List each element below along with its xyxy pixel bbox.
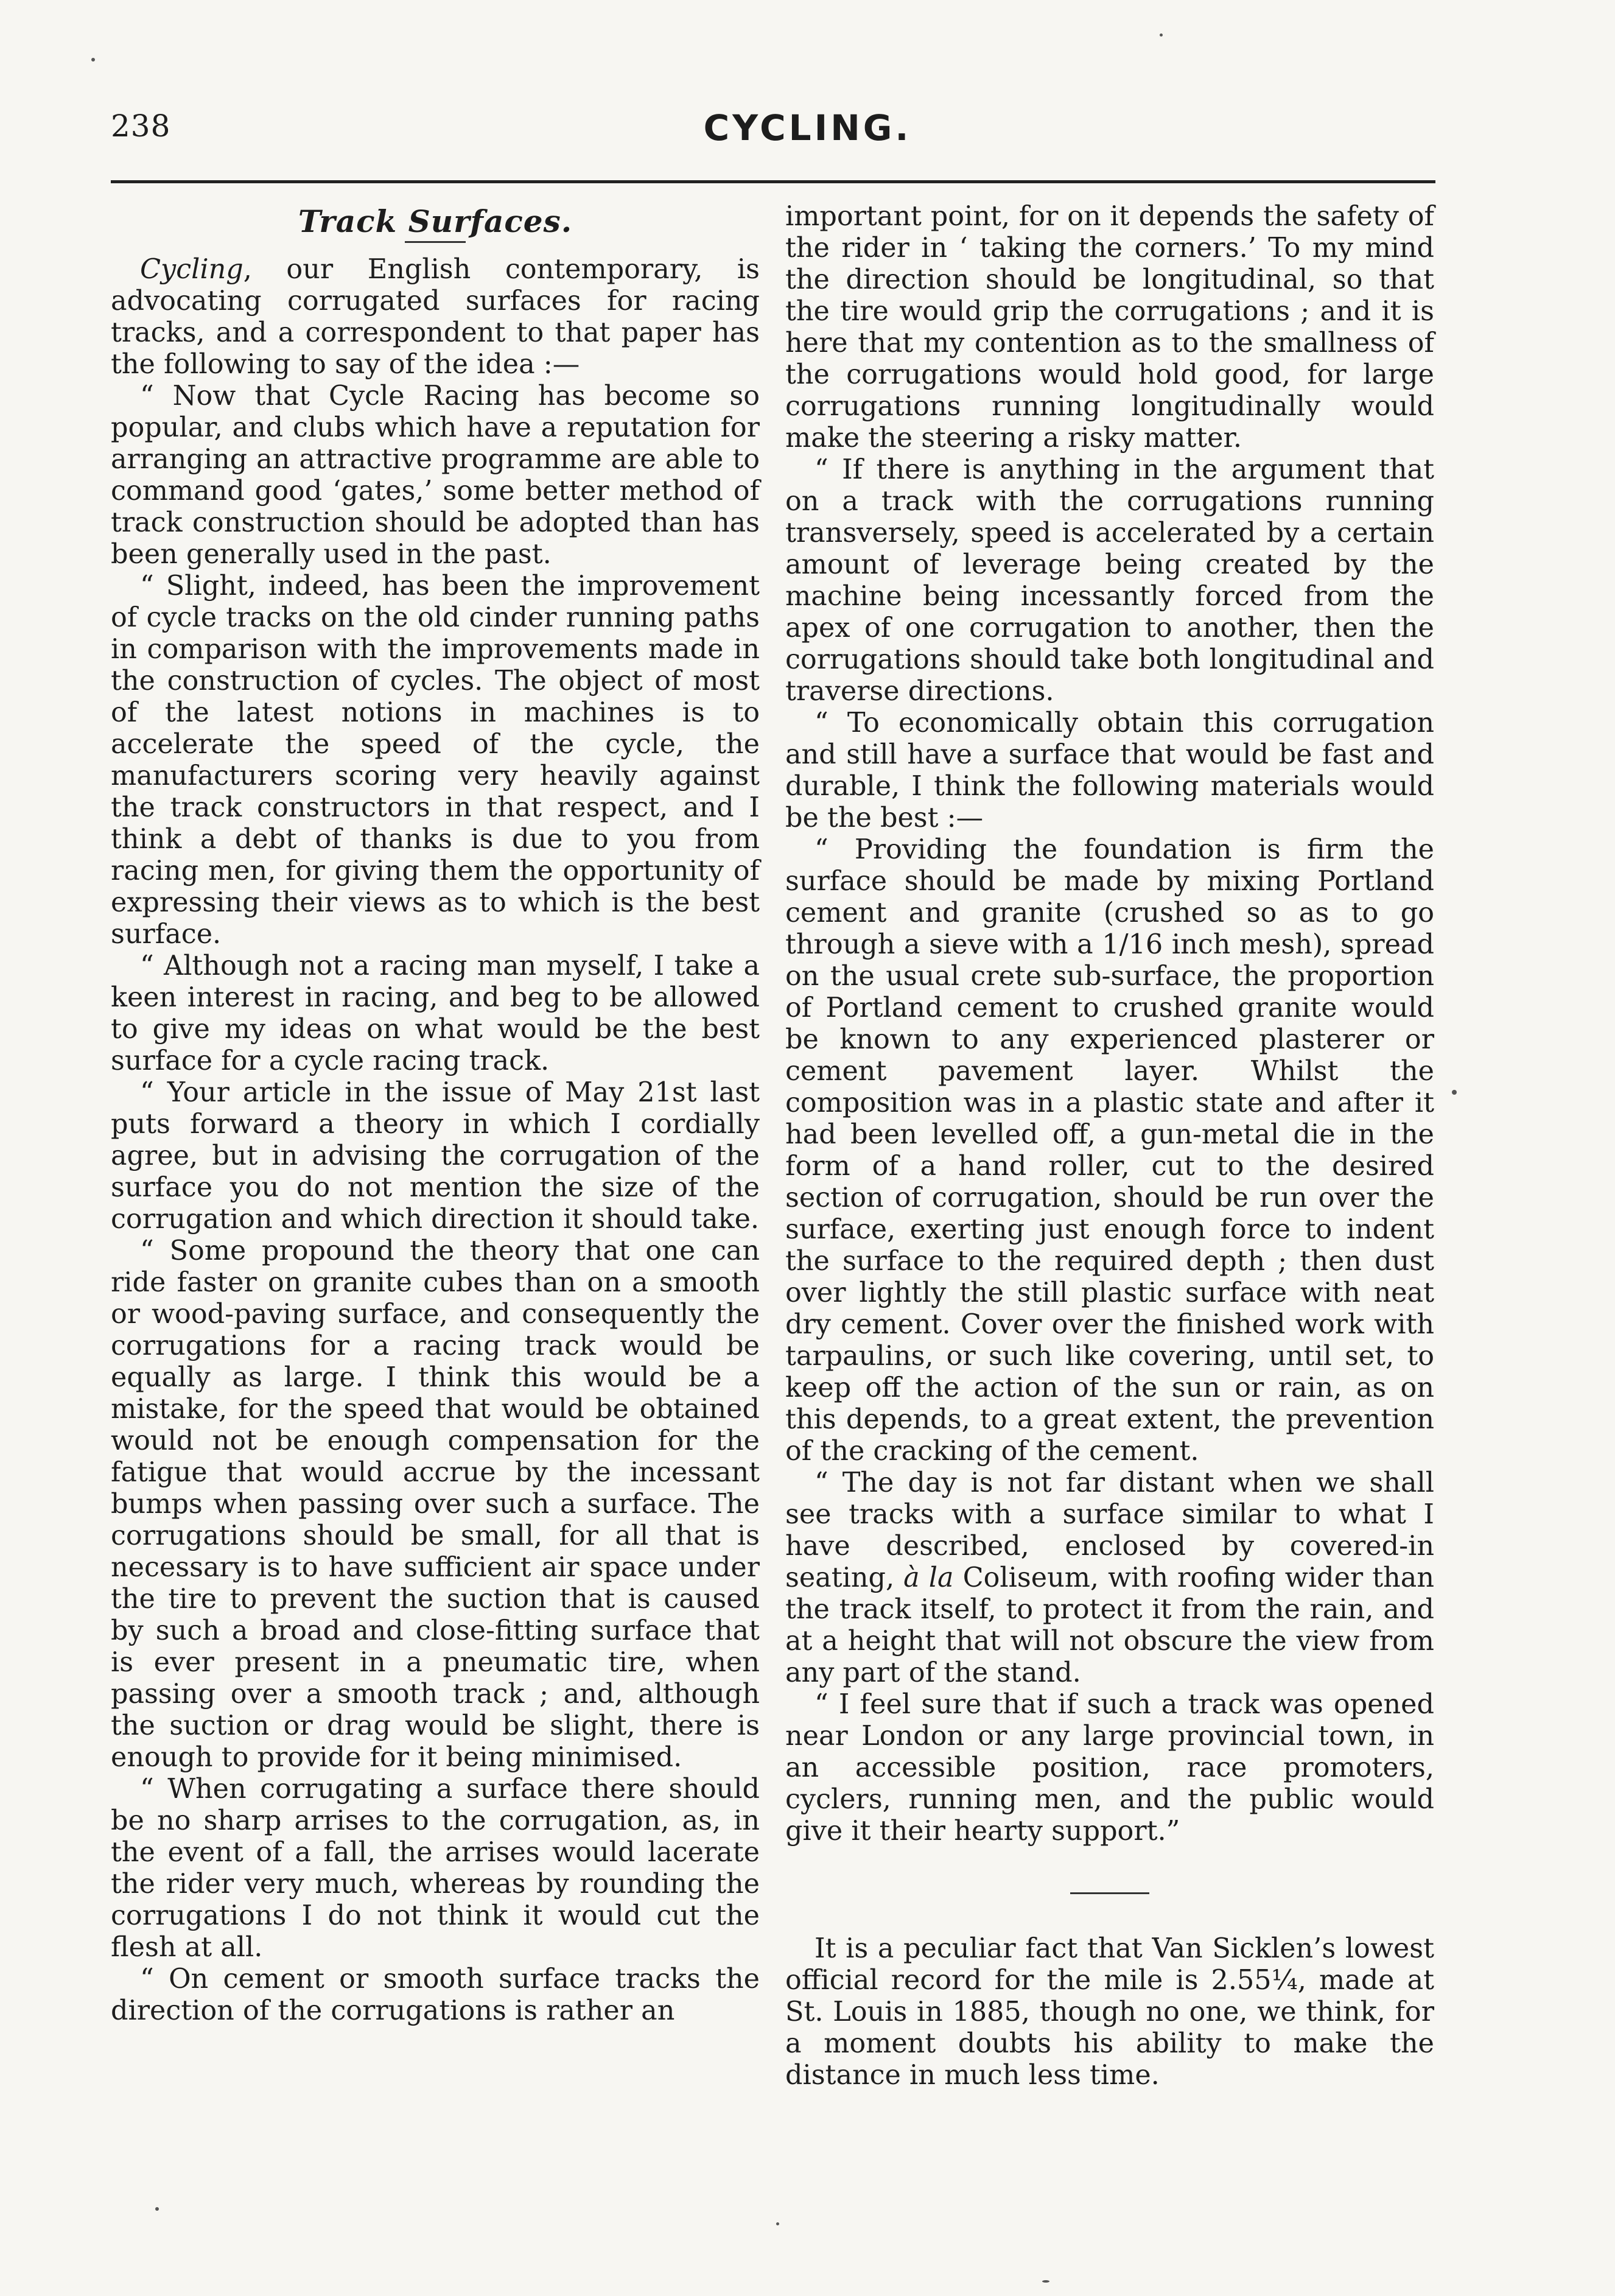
paragraph-coliseum bbox=[785, 1467, 1434, 1689]
speck bbox=[1452, 1090, 1457, 1095]
speck bbox=[1160, 33, 1163, 37]
paragraph: “ I feel sure that if such a track was opened near London or any large provincial town, in an accessible position, race promoters, cyclers, running men, and the public would give it their hearty support.” bbox=[785, 1689, 1434, 1847]
paragraph: “ When corrugating a surface there should be no sharp arrises to the corrugation, as, in the event of a fall, the arrises would lacerate the rider very much, whereas by rounding the corrugations I do not think it would cut the flesh at all. bbox=[111, 1774, 760, 1963]
speck bbox=[1042, 2280, 1049, 2283]
running-head: CYCLING. bbox=[703, 107, 912, 149]
right-column bbox=[785, 201, 1434, 2091]
italic-phrase: à la bbox=[903, 1562, 954, 1593]
paragraph: “ Now that Cycle Racing has become so popular, and clubs which have a reputation for arranging an attractive programme are able to command good ‘gates,’ some better method of track construction should be adopted than has been generally used in the past. bbox=[111, 381, 760, 570]
paragraph-text: Coliseum, with roofing wider than the track itself, to protect it from the rain, and at a height that will not obscure the view from any part of the stand. bbox=[785, 1562, 1434, 1688]
note-paragraph: It is a peculiar fact that Van Sicklen’s lowest official record for the mile is 2.55¼, made at St. Louis in 1885, though no one, we think, for a moment doubts his ability to make the distance in much less time. bbox=[785, 1933, 1434, 2091]
paragraph: “ To economically obtain this corrugation and still have a surface that would be fast and durable, I think the following materials would be the best :— bbox=[785, 707, 1434, 834]
left-column bbox=[111, 201, 760, 2027]
paragraph: “ Providing the foundation is firm the surface should be made by mixing Portland cement and granite (crushed so as to go through a sieve with a 1/16 inch mesh), spread on the usual crete sub-surface, the proportion of Portland cement to crushed granite would be known to any experienced plasterer or cement pavement layer. Whilst the composition was in a plastic state and after it had been levelled off, a gun-metal die in the form of a hand roller, cut to the desired section of corrugation, should be run over the surface, exerting just enough force to indent the surface to the required depth ; then dust over lightly the still plastic surface with neat dry cement. Cover over the finished work with tarpaulins, or such like covering, until set, to keep off the action of the sun or rain, as on this depends, to a great extent, the prevention of the cracking of the cement. bbox=[785, 834, 1434, 1467]
paragraph-continued: important point, for on it depends the safety of the rider in ‘ taking the corners.’ To my mind the direction should be longitudinal, so that the tire would grip the corrugations ; and it is here that my contention as to the smallness of the corrugations would hold good, for large corrugations running longitudinally would make the steering a risky matter. bbox=[785, 201, 1434, 454]
paragraph-text: “ The day is not far distant when we shall see tracks with a surface similar to what I have described, enclosed by covered-in seating, bbox=[785, 1467, 1434, 1593]
intro-paragraph bbox=[111, 254, 760, 381]
intro-source: Cycling bbox=[140, 254, 243, 285]
separator-rule bbox=[1070, 1892, 1149, 1894]
speck bbox=[155, 2207, 159, 2211]
article-title: Track Surfaces. bbox=[298, 203, 573, 239]
paragraph: “ Some propound the theory that one can ride faster on granite cubes than on a smooth or wood-paving surface, and consequently the corrugations for a racing track would be equally as large. I think this would be a mistake, for the speed that would be obtained would not be enough compensation for the fatigue that would accrue by the incessant bumps when passing over such a surface. The corrugations should be small, for all that is necessary is to have sufficient air space under the tire to prevent the suction that is caused by such a broad and close-fitting surface that is ever present in a pneumatic tire, when passing over a smooth track ; and, although the suction or drag would be slight, there is enough to provide for it being minimised. bbox=[111, 1235, 760, 1773]
speck bbox=[91, 58, 95, 61]
paragraph: “ Your article in the issue of May 21st last puts forward a theory in which I cordially agree, but in advising the corrugation of the surface you do not mention the size of the corrugation and which direction it should take. bbox=[111, 1077, 760, 1235]
speck bbox=[776, 2222, 779, 2225]
paragraph: “ On cement or smooth surface tracks the direction of the corrugations is rather an bbox=[111, 1964, 760, 2026]
paragraph: “ If there is anything in the argument that on a track with the corrugations running transversely, speed is accelerated by a certain amount of leverage being created by the machine being incessantly forced from the apex of one corrugation to another, then the corrugations should take both longitudinal and traverse directions. bbox=[785, 454, 1434, 707]
paragraph: “ Although not a racing man myself, I take a keen interest in racing, and beg to be allowed to give my ideas on what would be the best surface for a cycle racing track. bbox=[111, 950, 760, 1076]
paragraph: “ Slight, indeed, has been the improvement of cycle tracks on the old cinder running paths in comparison with the improvements made in the construction of cycles. The object of most of the latest notions in machines is to accelerate the speed of the cycle, the manufacturers scoring very heavily against the track constructors in that respect, and I think a debt of thanks is due to you from racing men, for giving them the opportunity of expressing their views as to which is the best surface. bbox=[111, 570, 760, 950]
page-number: 238 bbox=[111, 108, 171, 144]
title-rule bbox=[405, 241, 466, 243]
header-rule bbox=[111, 180, 1435, 183]
intro-text: , our English contemporary, is advocating corrugated surfaces for racing tracks, and a correspondent to that paper has the following to say of the idea :— bbox=[111, 254, 760, 380]
